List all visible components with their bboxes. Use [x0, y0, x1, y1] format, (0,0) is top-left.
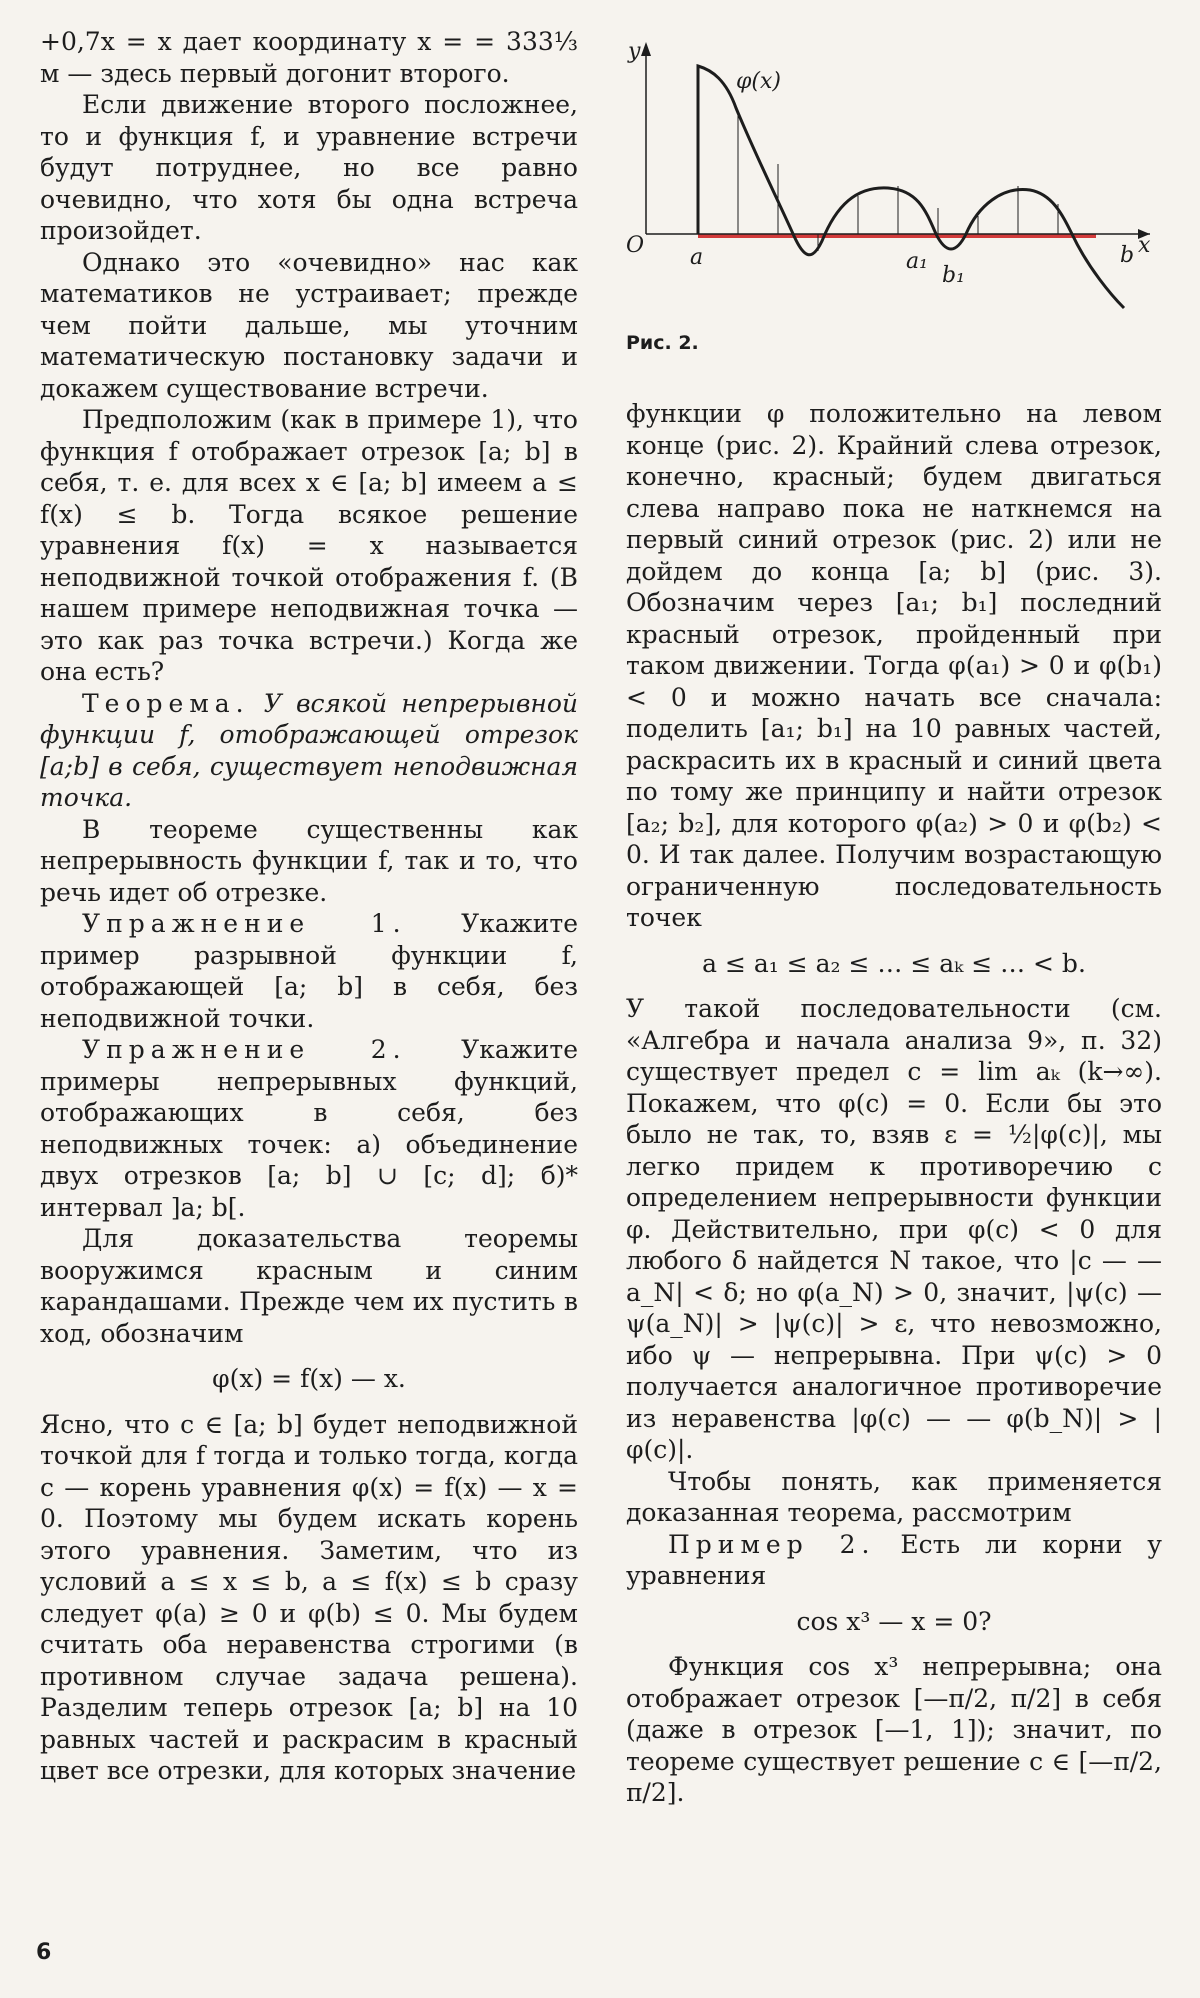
figure-2 [626, 36, 1162, 354]
formula-sequence: a ≤ a₁ ≤ a₂ ≤ … ≤ aₖ ≤ … < b. [702, 948, 1086, 978]
exercise-2-text: Укажите примеры непрерывных функций, отображающих в себя, без неподвижных точек: а) объединение двух отрезков [a; b] ∪ [c; d]; б)* интервал ]a; b[. [40, 1035, 579, 1222]
right-paragraph-3: Чтобы понять, как применяется доказанная теорема, рассмотрим [626, 1466, 1162, 1527]
x-axis-label: x [1138, 233, 1151, 258]
point-a-label: a [690, 245, 704, 270]
y-axis-arrow [641, 42, 651, 56]
left-paragraph-2: Если движение второго посложнее, то и функция f, и уравнение встречи будут потруднее, но все равно очевидно, что хотя бы одна встреча произойдет. [40, 90, 578, 245]
formula-cos: cos x³ — x = 0? [796, 1606, 992, 1636]
example-2-text: Есть ли корни у уравнения [626, 1529, 1163, 1590]
formula-phi: φ(x) = f(x) — x. [212, 1364, 406, 1393]
right-paragraph-2: У такой последовательности (см. «Алгебра и начала анализа 9», п. 32) существует предел c = lim aₖ (k→∞). Покажем, что φ(c) = 0. Если бы это было не так, то, взяв ε = ½|φ(c)|, мы легко придем к противоречию с определением непрерывности функции φ. Действительно, при φ(c) < 0 для любого δ найдется N такое, что |c — — a_N| < δ; но φ(a_N) > 0, значит, |ψ(c) — ψ(a_N)| > |ψ(c)| > ε, что невозможно, ибо ψ — непрерывна. При ψ(c) > 0 получается аналогичное противоречие из неравенства |φ(c) — — φ(b_N)| > |φ(c)|. [626, 994, 1162, 1464]
right-paragraph-1: функции φ положительно на левом конце (рис. 2). Крайний слева отрезок, конечно, красный; будем двигаться слева направо пока не наткнемся на первый синий отрезок (рис. 2) или не дойдем до конца [a; b] (рис. 3). Обозначим через [a₁; b₁] последний красный отрезок, пройденный при таком движении. Тогда φ(a₁) > 0 и φ(b₁) < 0 и можно начать все сначала: поделить [a₁; b₁] на 10 равных частей, раскрасить их в красный и синий цвета по тому же принципу и найти отрезок [a₂; b₂], для которого φ(a₂) > 0 и φ(b₂) < 0. И так далее. Получим возрастающую ограниченную последовательность точек [626, 399, 1162, 932]
exercise-2-label: Упражнение 2. [82, 1035, 407, 1064]
example-2-label: Пример 2. [668, 1529, 876, 1559]
origin-label: O [626, 233, 645, 258]
curve-label: φ(x) [736, 69, 781, 94]
exercise-1-text: Укажите пример разрывной функции f, отображающей [a; b] в себя, без неподвижной точки. [40, 909, 579, 1033]
example-2 [626, 1529, 1162, 1592]
left-paragraph-3: Однако это «очевидно» нас как математиков не устраивает; прежде чем пойти дальше, мы уточним математическую постановку задачи и докажем существование встречи. [40, 247, 578, 403]
exercise-2 [40, 1034, 578, 1223]
exercise-1-label: Упражнение 1. [82, 909, 407, 938]
right-text [626, 398, 1162, 1809]
point-b1-label: b₁ [942, 263, 965, 288]
point-a1-label: a₁ [906, 249, 928, 274]
left-paragraph-4: Предположим (как в примере 1), что функция f отображает отрезок [a; b] в себя, т. е. для всех x ∈ [a; b] имеем a ≤ f(x) ≤ b. Тогда всякое решение уравнения f(x) = x называется неподвижной точкой отображения f. (В нашем примере неподвижная точка — это как раз точка встречи.) Когда же она есть? [40, 405, 578, 686]
left-paragraph-1: +0,7x = x дает координату x = = 333⅓ м — здесь первый догонит второго. [40, 27, 578, 88]
figure-caption: Рис. 2. [626, 332, 699, 354]
left-paragraph-7: Ясно, что c ∈ [a; b] будет неподвижной точкой для f тогда и только тогда, когда c — корень уравнения φ(x) = f(x) — x = 0. Поэтому мы будем искать корень этого уравнения. Заметим, что из условий a ≤ x ≤ b, a ≤ f(x) ≤ b сразу следует φ(a) ≥ 0 и φ(b) ≤ 0. Мы будем считать оба неравенства строгими (в противном случае задача решена). Разделим теперь отрезок [a; b] на 10 равных частей и раскрасим в красный цвет все отрезки, для которых значение [40, 1409, 578, 1785]
left-column [40, 26, 578, 1787]
function-graph [626, 36, 1162, 326]
y-axis-label: y [628, 39, 641, 64]
point-b-label: b [1120, 243, 1135, 268]
theorem-text: У всякой непрерывной функции f, отображающей отрезок [a;b] в себя, существует неподвижная точка. [40, 688, 578, 812]
left-paragraph-6: Для доказательства теоремы вооружимся красным и синим карандашами. Прежде чем их пустить в ход, обозначим [40, 1224, 578, 1348]
left-paragraph-5: В теореме существенны как непрерывность функции f, так и то, что речь идет об отрезке. [40, 814, 578, 907]
right-paragraph-4: Функция cos x³ непрерывна; она отображает отрезок [—π/2, π/2] в себя (даже в отрезок [—1, 1]); значит, по теореме существует решение c ∈ [—π/2, π/2]. [626, 1652, 1162, 1807]
theorem-label: Теорема. [82, 688, 250, 718]
page-number: 6 [36, 1940, 52, 1965]
theorem-paragraph [40, 688, 578, 814]
exercise-1 [40, 908, 578, 1034]
